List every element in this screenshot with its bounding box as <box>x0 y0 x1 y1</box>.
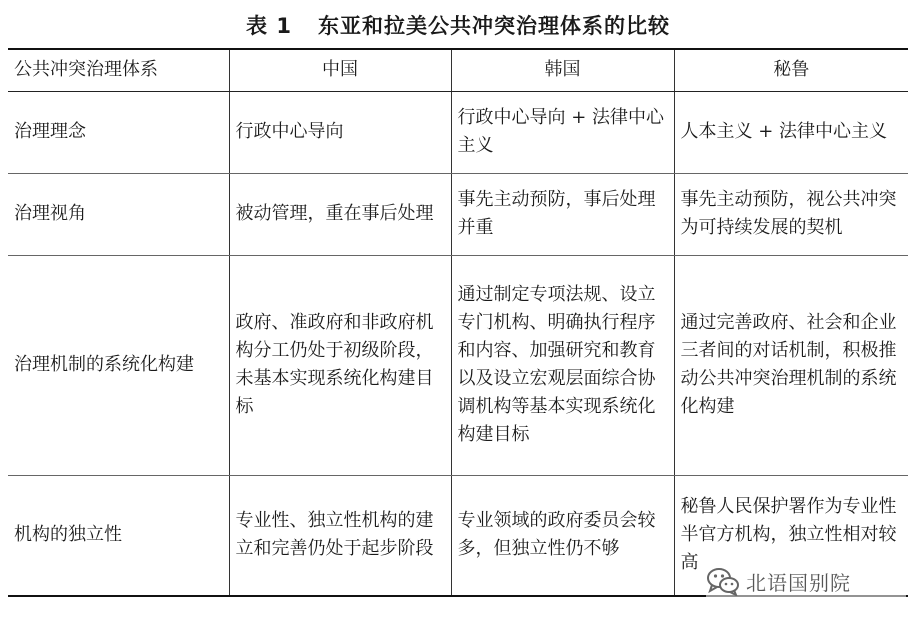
header-cell-system: 公共冲突治理体系 <box>8 49 229 92</box>
watermark <box>706 563 906 599</box>
row-label-cell: 机构的独立性 <box>8 476 229 597</box>
row-label-cell: 治理理念 <box>8 92 229 174</box>
header-row <box>8 49 908 92</box>
korea-cell: 专业领域的政府委员会较多，但独立性仍不够 <box>451 476 674 597</box>
peru-cell: 通过完善政府、社会和企业三者间的对话机制，积极推动公共冲突治理机制的系统化构建 <box>674 256 908 476</box>
wechat-logo-icon <box>706 566 740 596</box>
china-cell: 政府、准政府和非政府机构分工仍处于初级阶段，未基本实现系统化构建目标 <box>229 256 451 476</box>
korea-cell: 行政中心导向 + 法律中心主义 <box>451 92 674 174</box>
comparison-table <box>8 48 908 597</box>
table-number: 表 1 <box>246 14 292 38</box>
china-cell: 被动管理，重在事后处理 <box>229 174 451 256</box>
header-cell-korea: 韩国 <box>451 49 674 92</box>
korea-cell: 通过制定专项法规、设立专门机构、明确执行程序和内容、加强研究和教育以及设立宏观层面综合协调机构等基本实现系统化构建目标 <box>451 256 674 476</box>
header-cell-peru: 秘鲁 <box>674 49 908 92</box>
row-label-cell: 治理机制的系统化构建 <box>8 256 229 476</box>
peru-cell: 秘鲁人民保护署作为专业性半官方机构，独立性相对较高 <box>674 476 908 597</box>
peru-cell: 人本主义 + 法律中心主义 <box>674 92 908 174</box>
table-row <box>8 256 908 476</box>
table-caption <box>0 6 916 46</box>
row-label-cell: 治理视角 <box>8 174 229 256</box>
korea-cell: 事先主动预防，事后处理并重 <box>451 174 674 256</box>
table-row <box>8 92 908 174</box>
watermark-text: 北语国别院 <box>746 570 851 595</box>
china-cell: 专业性、独立性机构的建立和完善仍处于起步阶段 <box>229 476 451 597</box>
china-cell: 行政中心导向 <box>229 92 451 174</box>
peru-cell: 事先主动预防，视公共冲突为可持续发展的契机 <box>674 174 908 256</box>
table-row <box>8 174 908 256</box>
table-title: 东亚和拉美公共冲突治理体系的比较 <box>317 14 670 38</box>
header-cell-china: 中国 <box>229 49 451 92</box>
